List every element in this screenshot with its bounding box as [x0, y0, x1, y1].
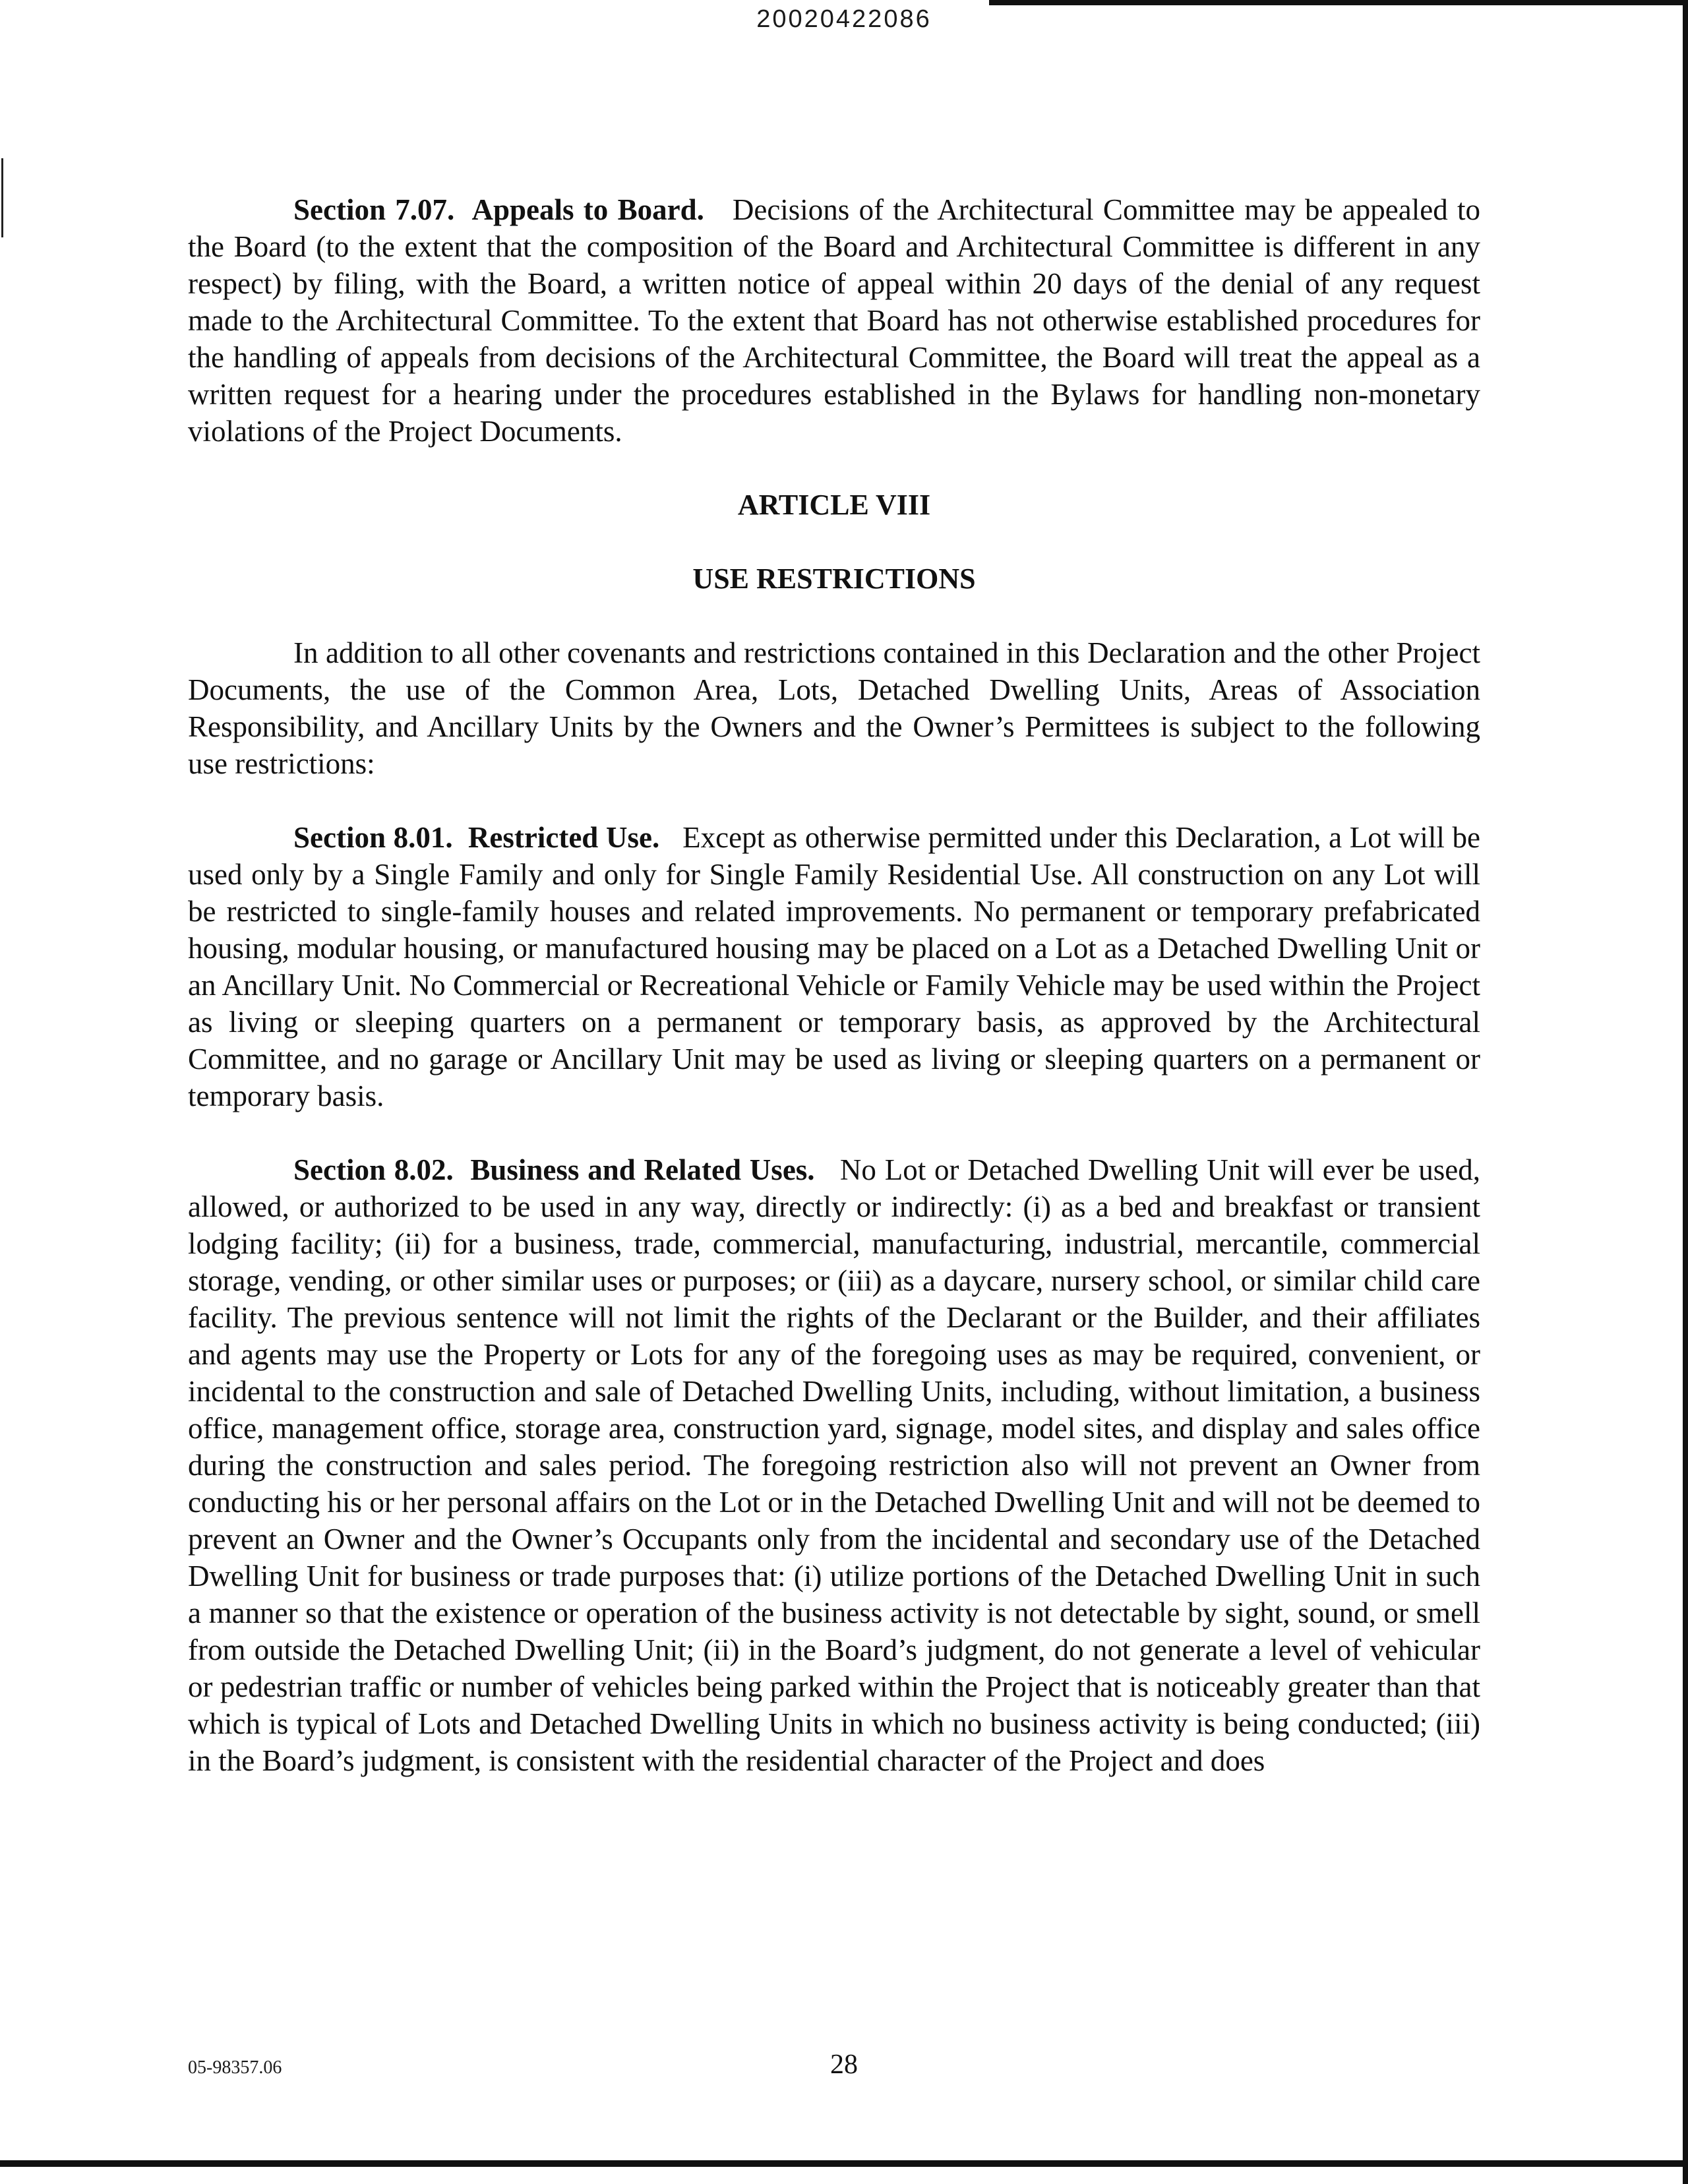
- section-8-02: [188, 1151, 1480, 1779]
- section-7-07-text: Decisions of the Architectural Committee may be appealed to the Board (to the extent that the composition of the Board and Architectural Committee is different in any respect) by filing, with the Board, a written notice of appeal within 20 days of the denial of any request made to the Architectural Committee. To the extent that Board has not otherwise established procedures for the handling of appeals from decisions of the Architectural Committee, the Board will treat the appeal as a written request for a hearing under the procedures established in the Bylaws for handling non-monetary violations of the Project Documents.: [188, 193, 1481, 448]
- section-8-02-text: No Lot or Detached Dwelling Unit will ever be used, allowed, or authorized to be used in any way, directly or indirectly: (i) as a bed and breakfast or transient lodging facility; (ii) for a business, trade, commercial, manufacturing, industrial, mercantile, commercial storage, vending, or other similar uses or purposes; or (iii) as a daycare, nursery school, or similar child care facility. The previous sentence will not limit the rights of the Declarant or the Builder, and their affiliates and agents may use the Property or Lots for any of the foregoing uses as may be required, convenient, or incidental to the construction and sale of Detached Dwelling Units, including, without limitation, a business office, management office, storage area, construction yard, signage, model sites, and display and sales office during the construction and sales period. The foregoing restriction also will not prevent an Owner from conducting his or her personal affairs on the Lot or in the Detached Dwelling Unit and will not be deemed to prevent an Owner and the Owner’s Occupants only from the incidental and secondary use of the Detached Dwelling Unit for business or trade purposes that: (i) utilize portions of the Detached Dwelling Unit in such a manner so that the existence or operation of the business activity is not detectable by sight, sound, or smell from outside the Detached Dwelling Unit; (ii) in the Board’s judgment, do not generate a level of vehicular or pedestrian traffic or number of vehicles being parked within the Project that is noticeably greater than that which is typical of Lots and Detached Dwelling Units in which no business activity is being conducted; (iii) in the Board’s judgment, is consistent with the residential character of the Project and does: [188, 1153, 1480, 1777]
- article-intro: In addition to all other covenants and restrictions contained in this Declaration and the other Project Documents, the use of the Common Area, Lots, Detached Dwelling Units, Areas of Association Responsibility, and Ancillary Units by the Owners and the Owner’s Permittees is subject to the following use restrictions:: [188, 636, 1480, 780]
- scan-border-top: [989, 0, 1688, 5]
- scan-border-bottom: [0, 2160, 1688, 2167]
- section-7-07-heading: Section 7.07. Appeals to Board.: [293, 193, 723, 226]
- article-title: USE RESTRICTIONS: [692, 562, 976, 595]
- document-body: [188, 191, 1480, 1779]
- footer-document-code: 05-98357.06: [188, 2057, 282, 2078]
- scan-border-right: [1683, 0, 1688, 2184]
- section-7-07: [188, 191, 1480, 450]
- scan-edge-mark: [1, 158, 3, 237]
- page-number: 28: [830, 2049, 858, 2080]
- section-8-01-heading: Section 8.01. Restricted Use.: [293, 821, 675, 854]
- document-id-stamp: 20020422086: [756, 5, 932, 33]
- section-8-01: [188, 819, 1480, 1114]
- section-8-01-text: Except as otherwise permitted under this Declaration, a Lot will be used only by a Single Family and only for Single Family Residential Use. All construction on any Lot will be restricted to single-family houses and related improvements. No permanent or temporary prefabricated housing, modular housing, or manufactured housing may be placed on a Lot as a Detached Dwelling Unit or an Ancillary Unit. No Commercial or Recreational Vehicle or Family Vehicle may be used within the Project as living or sleeping quarters on a permanent or temporary basis, as approved by the Architectural Committee, and no garage or Ancillary Unit may be used as living or sleeping quarters on a permanent or temporary basis.: [188, 821, 1481, 1112]
- article-number: ARTICLE VIII: [737, 489, 931, 521]
- section-8-02-heading: Section 8.02. Business and Related Uses.: [293, 1153, 832, 1186]
